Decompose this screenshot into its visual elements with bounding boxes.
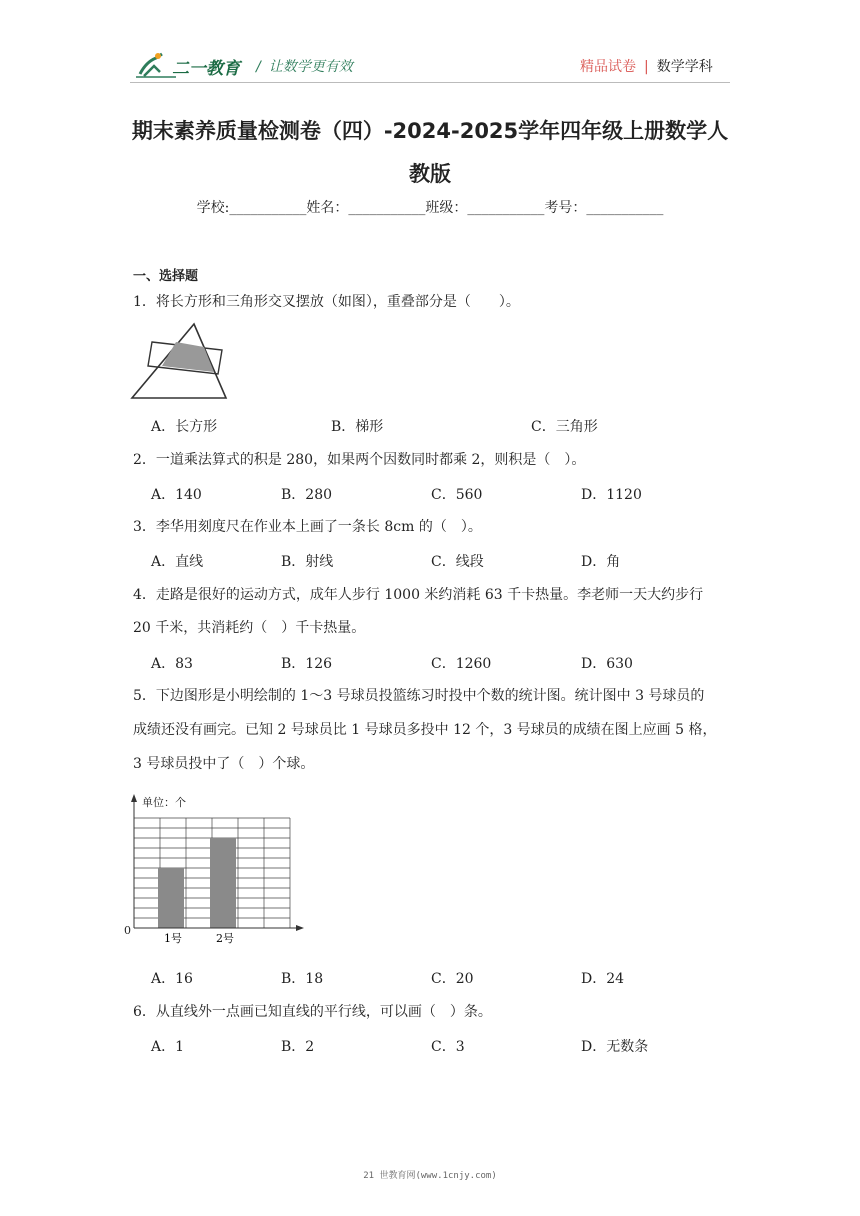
q4-option-b[interactable]: B．126 [281, 656, 333, 672]
q6-option-d[interactable]: D．无数条 [581, 1039, 649, 1055]
x-tick-label: 2号 [216, 932, 234, 945]
basketball-bar-chart [124, 794, 304, 950]
question-4-line2: 20 千米，共消耗约（ ）千卡热量。 [133, 620, 366, 636]
page-footer: 21 世教育网(www.1cnjy.com) [363, 1171, 497, 1181]
q5-option-c[interactable]: C．20 [431, 971, 474, 987]
page-title-line1: 期末素养质量检测卷（四）-2024-2025学年四年级上册数学人 [131, 119, 729, 143]
header-subject: 数学学科 [656, 59, 713, 75]
header-right [580, 56, 713, 76]
q5-option-d[interactable]: D．24 [581, 971, 625, 987]
logo [136, 48, 246, 80]
q5-option-a[interactable]: A．16 [151, 971, 193, 987]
x-tick-label: 1号 [164, 932, 182, 945]
q6-option-c[interactable]: C．3 [431, 1039, 465, 1055]
slash-divider: / [256, 59, 261, 75]
q2-option-a[interactable]: A．140 [151, 487, 202, 503]
header-slogan: 让数学更有效 [268, 59, 353, 75]
q5-option-b[interactable]: B．18 [281, 971, 324, 987]
x-axis-arrow-icon [296, 925, 304, 931]
question-5-line2: 成绩还没有画完。已知 2 号球员比 1 号球员多投中 12 个，3 号球员的成绩在图上应画 5 格， [133, 722, 717, 738]
question-3: 3．李华用刻度尺在作业本上画了一条长 8cm 的（ ）。 [133, 519, 482, 535]
question-6: 6．从直线外一点画已知直线的平行线，可以画（ ）条。 [133, 1004, 492, 1020]
q3-option-d[interactable]: D．角 [581, 554, 621, 570]
bar-2 [210, 838, 236, 928]
header-tag: 精品试卷 [580, 59, 636, 75]
q1-option-a[interactable]: A．长方形 [151, 419, 218, 435]
chart-ylabel: 单位：个 [142, 796, 186, 809]
student-info-line: 学校:___________姓名：___________班级：___________考号：___________ [196, 200, 664, 216]
logo-text: 二一教育 [172, 59, 240, 79]
question-4-line1: 4．走路是很好的运动方式，成年人步行 1000 米约消耗 63 千卡热量。李老师一天大约步行 [133, 587, 704, 603]
header-slogan-wrap [256, 56, 353, 76]
rectangle-triangle-figure [130, 320, 230, 402]
q6-option-a[interactable]: A．1 [151, 1039, 185, 1055]
q4-option-c[interactable]: C．1260 [431, 656, 492, 672]
q2-option-d[interactable]: D．1120 [581, 487, 642, 503]
question-1: 1．将长方形和三角形交叉摆放（如图），重叠部分是（ ）。 [133, 294, 520, 310]
q3-option-b[interactable]: B．射线 [281, 554, 334, 570]
q3-option-c[interactable]: C．线段 [431, 554, 484, 570]
question-5-line3: 3 号球员投中了（ ）个球。 [133, 756, 315, 772]
chart-bars [158, 838, 236, 928]
question-5-line1: 5．下边图形是小明绘制的 1～3 号球员投篮练习时投中个数的统计图。统计图中 3 号球员的 [133, 688, 705, 704]
bar-1 [158, 868, 184, 928]
q2-option-c[interactable]: C．560 [431, 487, 483, 503]
q4-option-a[interactable]: A．83 [151, 656, 193, 672]
question-2: 2．一道乘法算式的积是 280，如果两个因数同时都乘 2，则积是（ ）。 [133, 452, 586, 468]
chart-xlabels [164, 932, 234, 945]
y-axis-arrow-icon [131, 794, 137, 802]
page-title-line2: 教版 [409, 162, 451, 186]
header-rule [130, 82, 730, 83]
q1-option-c[interactable]: C．三角形 [531, 419, 598, 435]
chart-origin-label: 0 [124, 924, 131, 937]
q6-option-b[interactable]: B．2 [281, 1039, 315, 1055]
q4-option-d[interactable]: D．630 [581, 656, 633, 672]
header-divider: | [644, 59, 649, 75]
section-heading: 一、选择题 [133, 269, 199, 284]
q1-option-b[interactable]: B．梯形 [331, 419, 384, 435]
q2-option-b[interactable]: B．280 [281, 487, 333, 503]
q3-option-a[interactable]: A．直线 [151, 554, 204, 570]
